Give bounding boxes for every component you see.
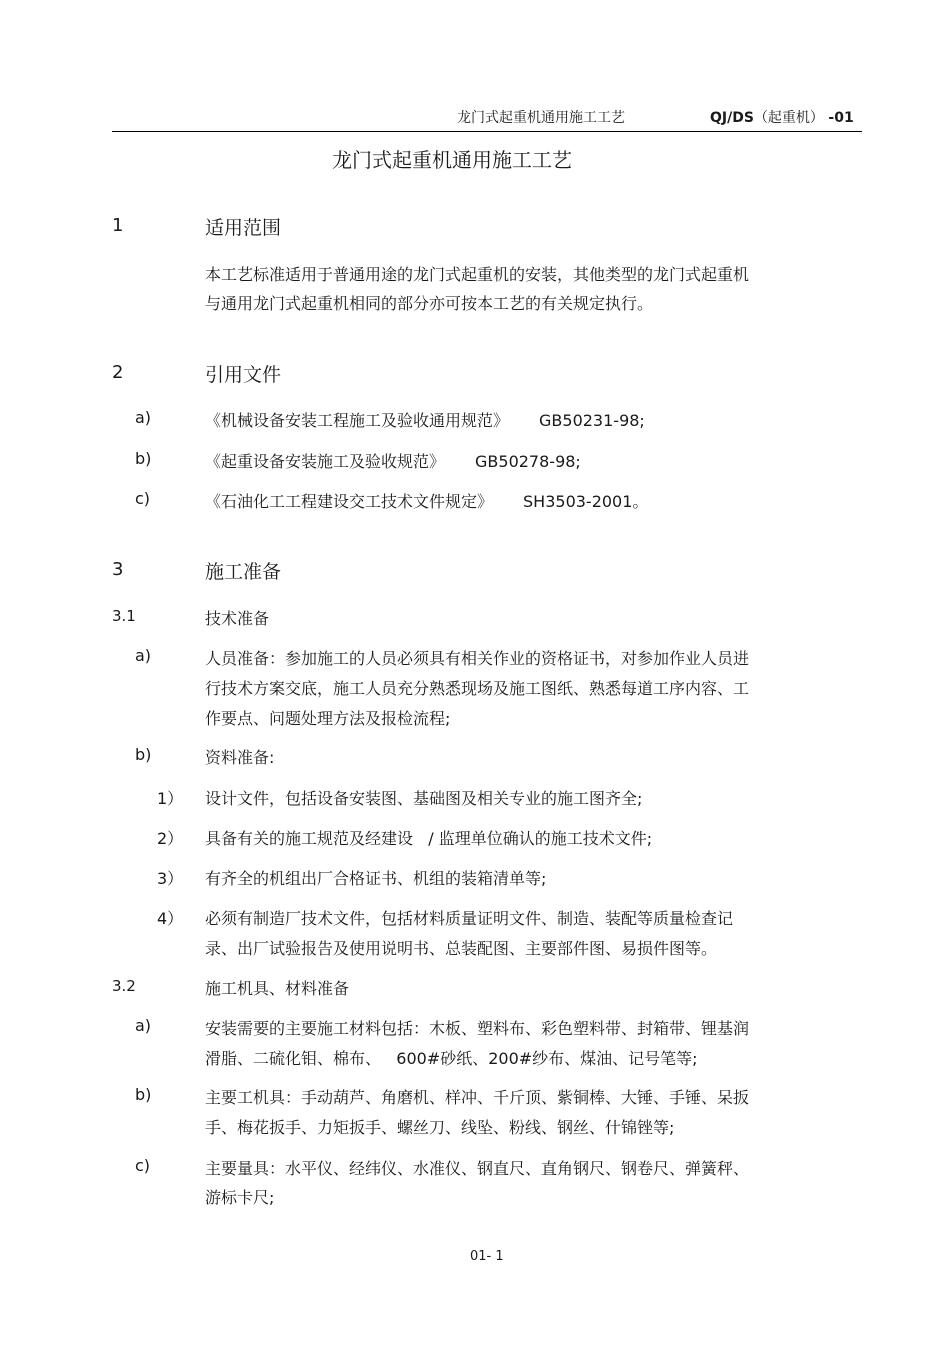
section-3-title: 施工准备	[205, 561, 282, 583]
document-title: 龙门式起重机通用施工工艺	[332, 148, 572, 172]
ref-code: GB50278-98;	[475, 452, 581, 471]
header-title: 龙门式起重机通用施工工艺	[457, 110, 625, 126]
ref-name: 《起重设备安装施工及验收规范》	[205, 452, 446, 471]
item-mark: a)	[135, 646, 152, 665]
section-1-title: 适用范围	[205, 217, 282, 239]
sub-item-mark: 1）	[157, 789, 184, 808]
sub-item-text: 有齐全的机组出厂合格证书、机组的装箱清单等;	[205, 869, 547, 888]
header-code-mid: （起重机）	[753, 110, 824, 126]
item-mark: b)	[135, 1085, 152, 1104]
ref-name: 《石油化工工程建设交工技术文件规定》	[205, 492, 494, 511]
ref-mark: b)	[135, 449, 152, 468]
header-code-prefix: QJ/DS	[710, 110, 754, 126]
reference-item	[205, 449, 581, 472]
sub-item-text: 设计文件，包括设备安装图、基础图及相关专业的施工图齐全;	[205, 789, 643, 808]
sub-item-mark: 2）	[157, 829, 184, 848]
paragraph-line: 人员准备：参加施工的人员必须具有相关作业的资格证书，对参加作业人员进	[205, 649, 750, 668]
section-2-number: 2	[112, 362, 124, 383]
paragraph-line: 安装需要的主要施工材料包括：木板、塑料布、彩色塑料带、封箱带、锂基润	[205, 1019, 750, 1038]
sub-item-mark: 4）	[157, 909, 184, 928]
ref-code: GB50231-98;	[539, 411, 645, 430]
ref-name: 《机械设备安装工程施工及验收通用规范》	[205, 411, 510, 430]
item-mark: c)	[135, 1156, 151, 1175]
section-1-number: 1	[112, 215, 124, 236]
paragraph-line: 手、梅花扳手、力矩扳手、螺丝刀、线坠、粉线、钢丝、什锦锉等;	[205, 1118, 675, 1137]
ref-mark: a)	[135, 408, 152, 427]
paragraph-line: 主要量具：水平仪、经纬仪、水准仪、钢直尺、直角钢尺、钢卷尺、弹簧秤、	[205, 1159, 750, 1178]
subsection-3-2-title: 施工机具、材料准备	[205, 979, 350, 998]
section-1-body-line: 本工艺标准适用于普通用途的龙门式起重机的安装，其他类型的龙门式起重机	[205, 265, 750, 284]
header-code-suffix: -01	[828, 110, 854, 126]
sub-item-text: 具备有关的施工规范及经建设 / 监理单位确认的施工技术文件;	[205, 829, 653, 848]
subsection-3-1-number: 3.1	[112, 607, 136, 625]
sub-item-mark: 3）	[157, 869, 184, 888]
subsection-3-2-number: 3.2	[112, 977, 136, 995]
paragraph-line: 资料准备:	[205, 748, 275, 767]
item-mark: b)	[135, 745, 152, 764]
paragraph-line: 游标卡尺;	[205, 1188, 275, 1207]
sub-item-text: 录、出厂试验报告及使用说明书、总装配图、主要部件图、易损件图等。	[205, 939, 718, 958]
header-doc-code	[710, 107, 854, 127]
subsection-3-1-title: 技术准备	[205, 609, 270, 628]
paragraph-line: 作要点、问题处理方法及报检流程;	[205, 709, 451, 728]
header-rule	[112, 131, 862, 132]
paragraph-line: 主要工机具：手动葫芦、角磨机、样冲、千斤顶、紫铜棒、大锤、手锤、呆扳	[205, 1088, 750, 1107]
item-mark: a)	[135, 1016, 152, 1035]
section-1-body-line: 与通用龙门式起重机相同的部分亦可按本工艺的有关规定执行。	[205, 294, 654, 313]
section-2-title: 引用文件	[205, 364, 282, 386]
paragraph-line: 滑脂、二硫化钼、棉布、 600#砂纸、200#纱布、煤油、记号笔等;	[205, 1049, 698, 1068]
sub-item-text: 必须有制造厂技术文件，包括材料质量证明文件、制造、装配等质量检查记	[205, 909, 734, 928]
paragraph-line: 行技术方案交底，施工人员充分熟悉现场及施工图纸、熟悉每道工序内容、工	[205, 679, 750, 698]
ref-code: SH3503-2001。	[523, 492, 649, 511]
reference-item	[205, 408, 645, 431]
section-3-number: 3	[112, 559, 124, 580]
page-number: 01- 1	[470, 1249, 504, 1264]
reference-item	[205, 489, 648, 512]
ref-mark: c)	[135, 489, 151, 508]
